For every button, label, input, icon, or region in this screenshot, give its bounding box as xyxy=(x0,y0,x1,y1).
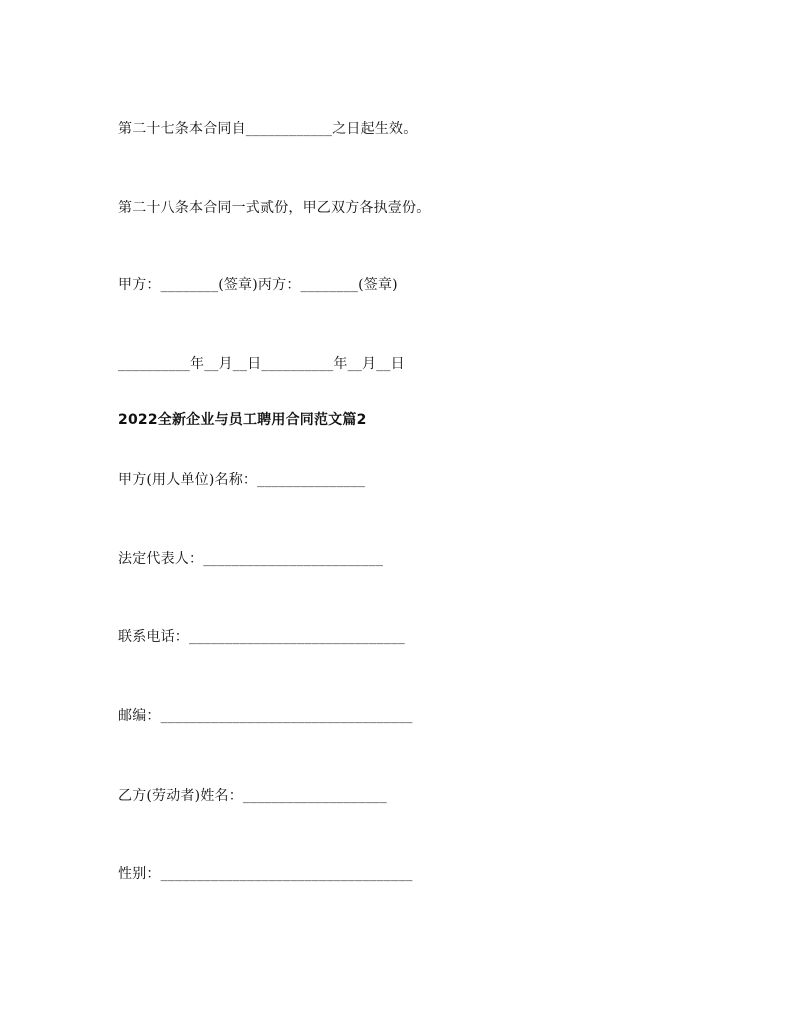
postcode-field: 邮编：___________________________________ xyxy=(118,708,413,724)
article-27-text: 第二十七条本合同自____________之日起生效。 xyxy=(118,121,418,137)
gender-field: 性别：___________________________________ xyxy=(118,866,413,882)
employee-name-field: 乙方(劳动者)姓名：____________________ xyxy=(118,788,387,804)
employer-name-field: 甲方(用人单位)名称：_______________ xyxy=(118,472,366,488)
signature-line: 甲方：________(签章)丙方：________(签章) xyxy=(118,277,398,293)
section-title: 2022全新企业与员工聘用合同范文篇2 xyxy=(118,412,367,428)
phone-field: 联系电话：______________________________ xyxy=(118,629,405,645)
date-line: __________年__月__日__________年__月__日 xyxy=(118,356,405,372)
article-28-text: 第二十八条本合同一式贰份，甲乙双方各执壹份。 xyxy=(118,200,431,216)
legal-representative-field: 法定代表人：_________________________ xyxy=(118,551,384,567)
